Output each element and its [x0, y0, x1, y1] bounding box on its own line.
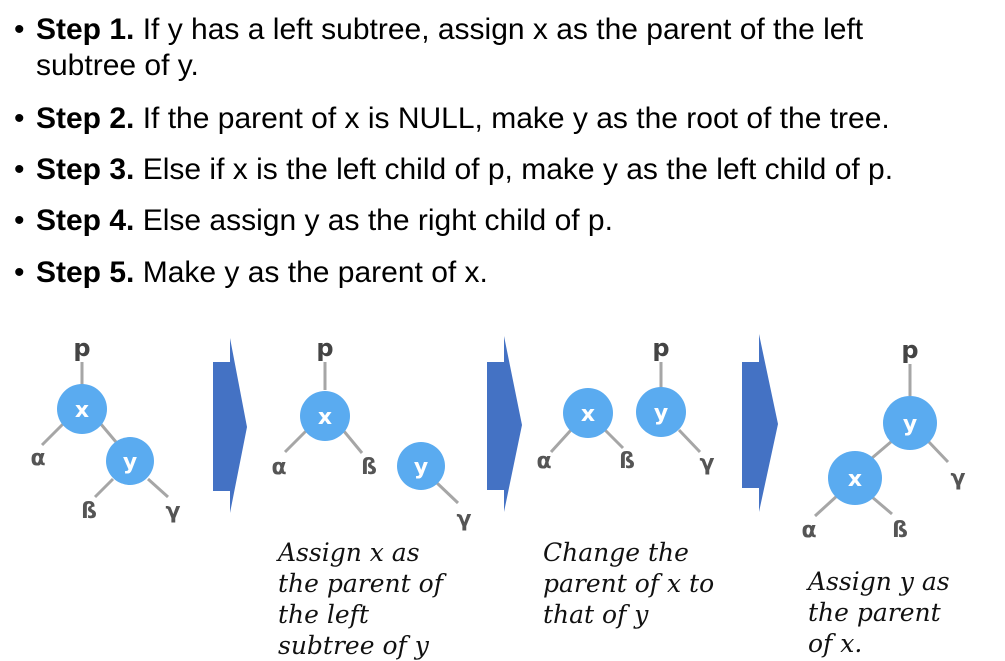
step-label: Step 3. — [36, 153, 135, 186]
arrow-3 — [742, 334, 778, 512]
p-label: p — [901, 336, 919, 364]
step-label: Step 2. — [36, 102, 135, 135]
node-y-label: y — [653, 401, 669, 426]
tree-panel-4 — [801, 336, 965, 543]
alpha-label: α — [536, 449, 552, 474]
p-label: p — [652, 334, 670, 362]
arrow-1 — [213, 338, 247, 513]
gamma-label: γ — [165, 499, 181, 524]
tree-panel-1 — [30, 334, 180, 524]
step-text: Else if x is the left child of p, make y as the left child of p. — [134, 153, 894, 186]
p-label: p — [316, 334, 334, 362]
node-x-label: x — [580, 402, 596, 427]
step-text: Else assign y as the right child of p. — [134, 204, 613, 237]
node-y-label: y — [413, 455, 429, 480]
node-x-label: x — [317, 405, 333, 430]
node-x-label: x — [847, 467, 863, 492]
bullet: • — [14, 256, 25, 289]
beta-label: ß — [892, 518, 908, 543]
step-text: If y has a left subtree, assign x as the parent of the left — [134, 13, 864, 46]
alpha-label: α — [801, 518, 817, 543]
caption-panel-2: Assign x as the parent of the left subtree of y — [278, 538, 443, 660]
gamma-label: γ — [699, 451, 715, 476]
node-x-label: x — [74, 398, 90, 423]
gamma-label: γ — [950, 466, 966, 491]
step-text: Make y as the parent of x. — [134, 256, 488, 289]
alpha-label: α — [30, 446, 46, 471]
step-label: Step 4. — [36, 204, 135, 237]
step-text: If the parent of x is NULL, make y as the root of the tree. — [134, 102, 890, 135]
p-label: p — [73, 334, 91, 362]
tree-panel-2 — [271, 334, 471, 532]
beta-label: ß — [81, 499, 97, 524]
node-y-label: y — [122, 450, 138, 475]
step-label: Step 1. — [36, 13, 135, 46]
bullet: • — [14, 102, 25, 135]
beta-label: ß — [361, 455, 377, 480]
beta-label: ß — [619, 449, 635, 474]
step-label: Step 5. — [36, 256, 135, 289]
caption-panel-4: Assign y as the parent of x. — [808, 567, 950, 658]
arrow-2 — [487, 336, 522, 512]
bullet: • — [14, 204, 25, 237]
bullet: • — [14, 153, 25, 186]
bullet: • — [14, 13, 25, 46]
gamma-label: γ — [456, 507, 472, 532]
caption-panel-3: Change the parent of x to that of y — [543, 538, 715, 629]
alpha-label: α — [271, 455, 287, 480]
tree-panel-3 — [536, 334, 714, 476]
node-y-label: y — [902, 412, 918, 437]
step-text-continuation: subtree of y. — [36, 49, 199, 82]
